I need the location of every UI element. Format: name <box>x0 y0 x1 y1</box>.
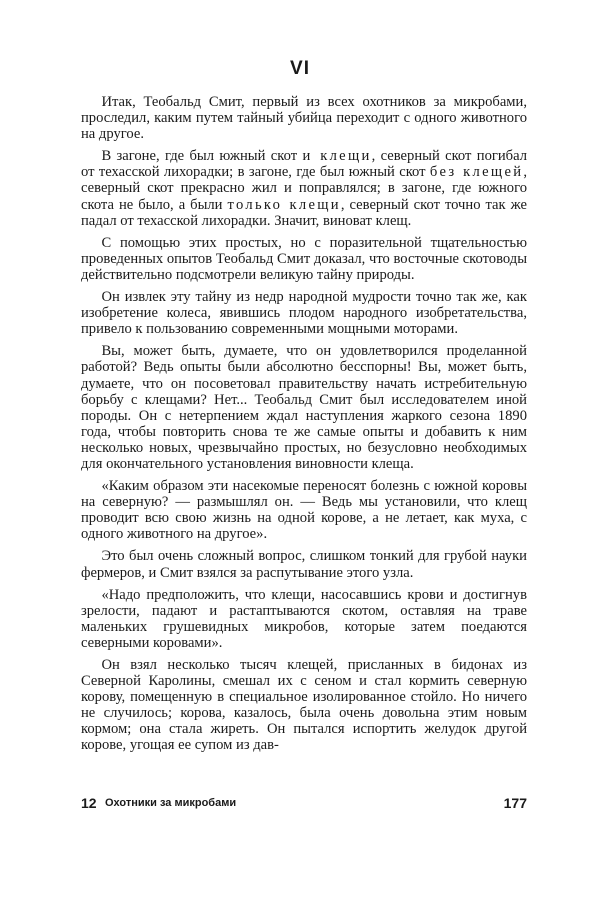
paragraph <box>81 289 527 337</box>
paragraph-text: С помощью этих простых, но с поразительной тщательностью проведенных опытов Теобальд Смит доказал, что восточные скотоводы действительно подсмотрели великую тайну природы. <box>81 234 527 283</box>
signature-number: 12 <box>81 795 97 811</box>
spaced-emphasis-text: и клещи <box>302 148 372 165</box>
paragraph-text: Он взял несколько тысяч клещей, присланных в бидонах из Северной Каролины, смешал их с сеном и стал кормить северную корову, помещенную в специальное изолированное стойло. Но ничего не случилось; корова, казалось, была очень довольна этим новым кормом; она стала жиреть. Он пытался испортить желудок другой корове, угощая ее супом из дав- <box>81 657 527 754</box>
paragraph <box>81 148 527 228</box>
paragraph <box>81 343 527 472</box>
paragraph-text: , северный скот прекрасно жил и поправлялся; в загоне, где южного скота не было, а были <box>81 164 527 213</box>
page-number: 177 <box>503 795 527 811</box>
paragraph-text: «Каким образом эти насекомые переносят болезнь с южной коровы на северную? — размышлял он. — Ведь мы установили, что клещ проводит всю свою жизнь на одной корове, а не летает, как муха, с одного животного на другое». <box>81 478 527 543</box>
paragraph-text: Итак, Теобальд Смит, первый из всех охотников за микробами, проследил, каким путем тайный убийца переходит с одного животного на другое. <box>81 94 527 143</box>
paragraph-text: , северный скот точно так же падал от техасской лихорадки. Значит, виноват клещ. <box>81 196 527 229</box>
paragraph <box>81 235 527 283</box>
page-footer <box>81 795 527 815</box>
paragraph <box>81 587 527 651</box>
paragraph-text: Вы, может быть, думаете, что он удовлетворился проделанной работой? Ведь опыты были абсолютно бесспорны! Вы, может быть, думаете, что он посоветовал правительству начать истребительную борьбу с клещами? Нет... Теобальд Смит был исследователем иной породы. Он с нетерпением ждал наступления жаркого сезона 1890 года, чтобы повторить снова те же самые опыты и добавить к ним несколько новых, чрезвычайно простых, но безусловно необходимых для окончательного установления виновности клеща. <box>81 343 527 472</box>
paragraph-text: Он извлек эту тайну из недр народной мудрости точно так же, как изобретение колеса, явившись плодом народного изобретательства, привело к пользованию современными мощными моторами. <box>81 289 527 338</box>
chapter-numeral: VI <box>290 58 310 79</box>
paragraph-text: Это был очень сложный вопрос, слишком тонкий для грубой науки фермеров, и Смит взялся за распутывание этого узла. <box>81 548 527 581</box>
paragraph-text: В загоне, где был южный скот <box>101 148 303 165</box>
body-text <box>81 94 527 760</box>
spaced-emphasis-text: без клещей <box>429 164 524 181</box>
paragraph <box>81 478 527 542</box>
paragraph <box>81 94 527 142</box>
paragraph <box>81 657 527 754</box>
paragraph <box>81 548 527 580</box>
signature-title: Охотники за микробами <box>105 797 237 809</box>
spaced-emphasis-text: только клещи <box>227 196 341 213</box>
paragraph-text: , северный скот погибал от техасской лихорадки; в загоне, где был южный скот <box>81 148 527 181</box>
paragraph-text: «Надо предположить, что клещи, насосавшись крови и достигнув зрелости, падают и растаптываются скотом, оставляя на траве маленьких грушевидных микробов, которые затем поедаются северными коровами». <box>81 586 527 651</box>
